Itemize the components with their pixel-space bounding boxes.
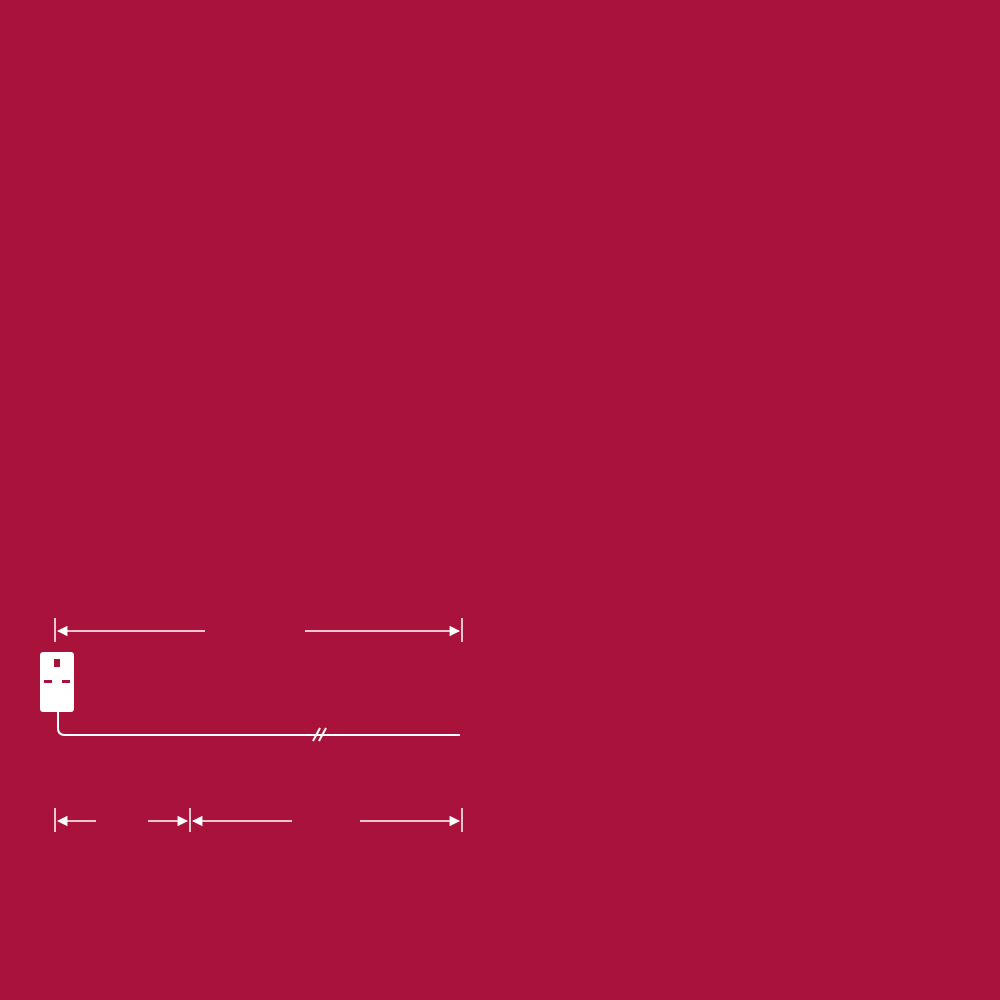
segment-length-dimensions [55,808,462,832]
plug-transformer-icon [40,652,74,712]
total-length-dimension [55,618,462,642]
light-set-diagram [0,600,1000,850]
lead-cable [58,712,460,735]
